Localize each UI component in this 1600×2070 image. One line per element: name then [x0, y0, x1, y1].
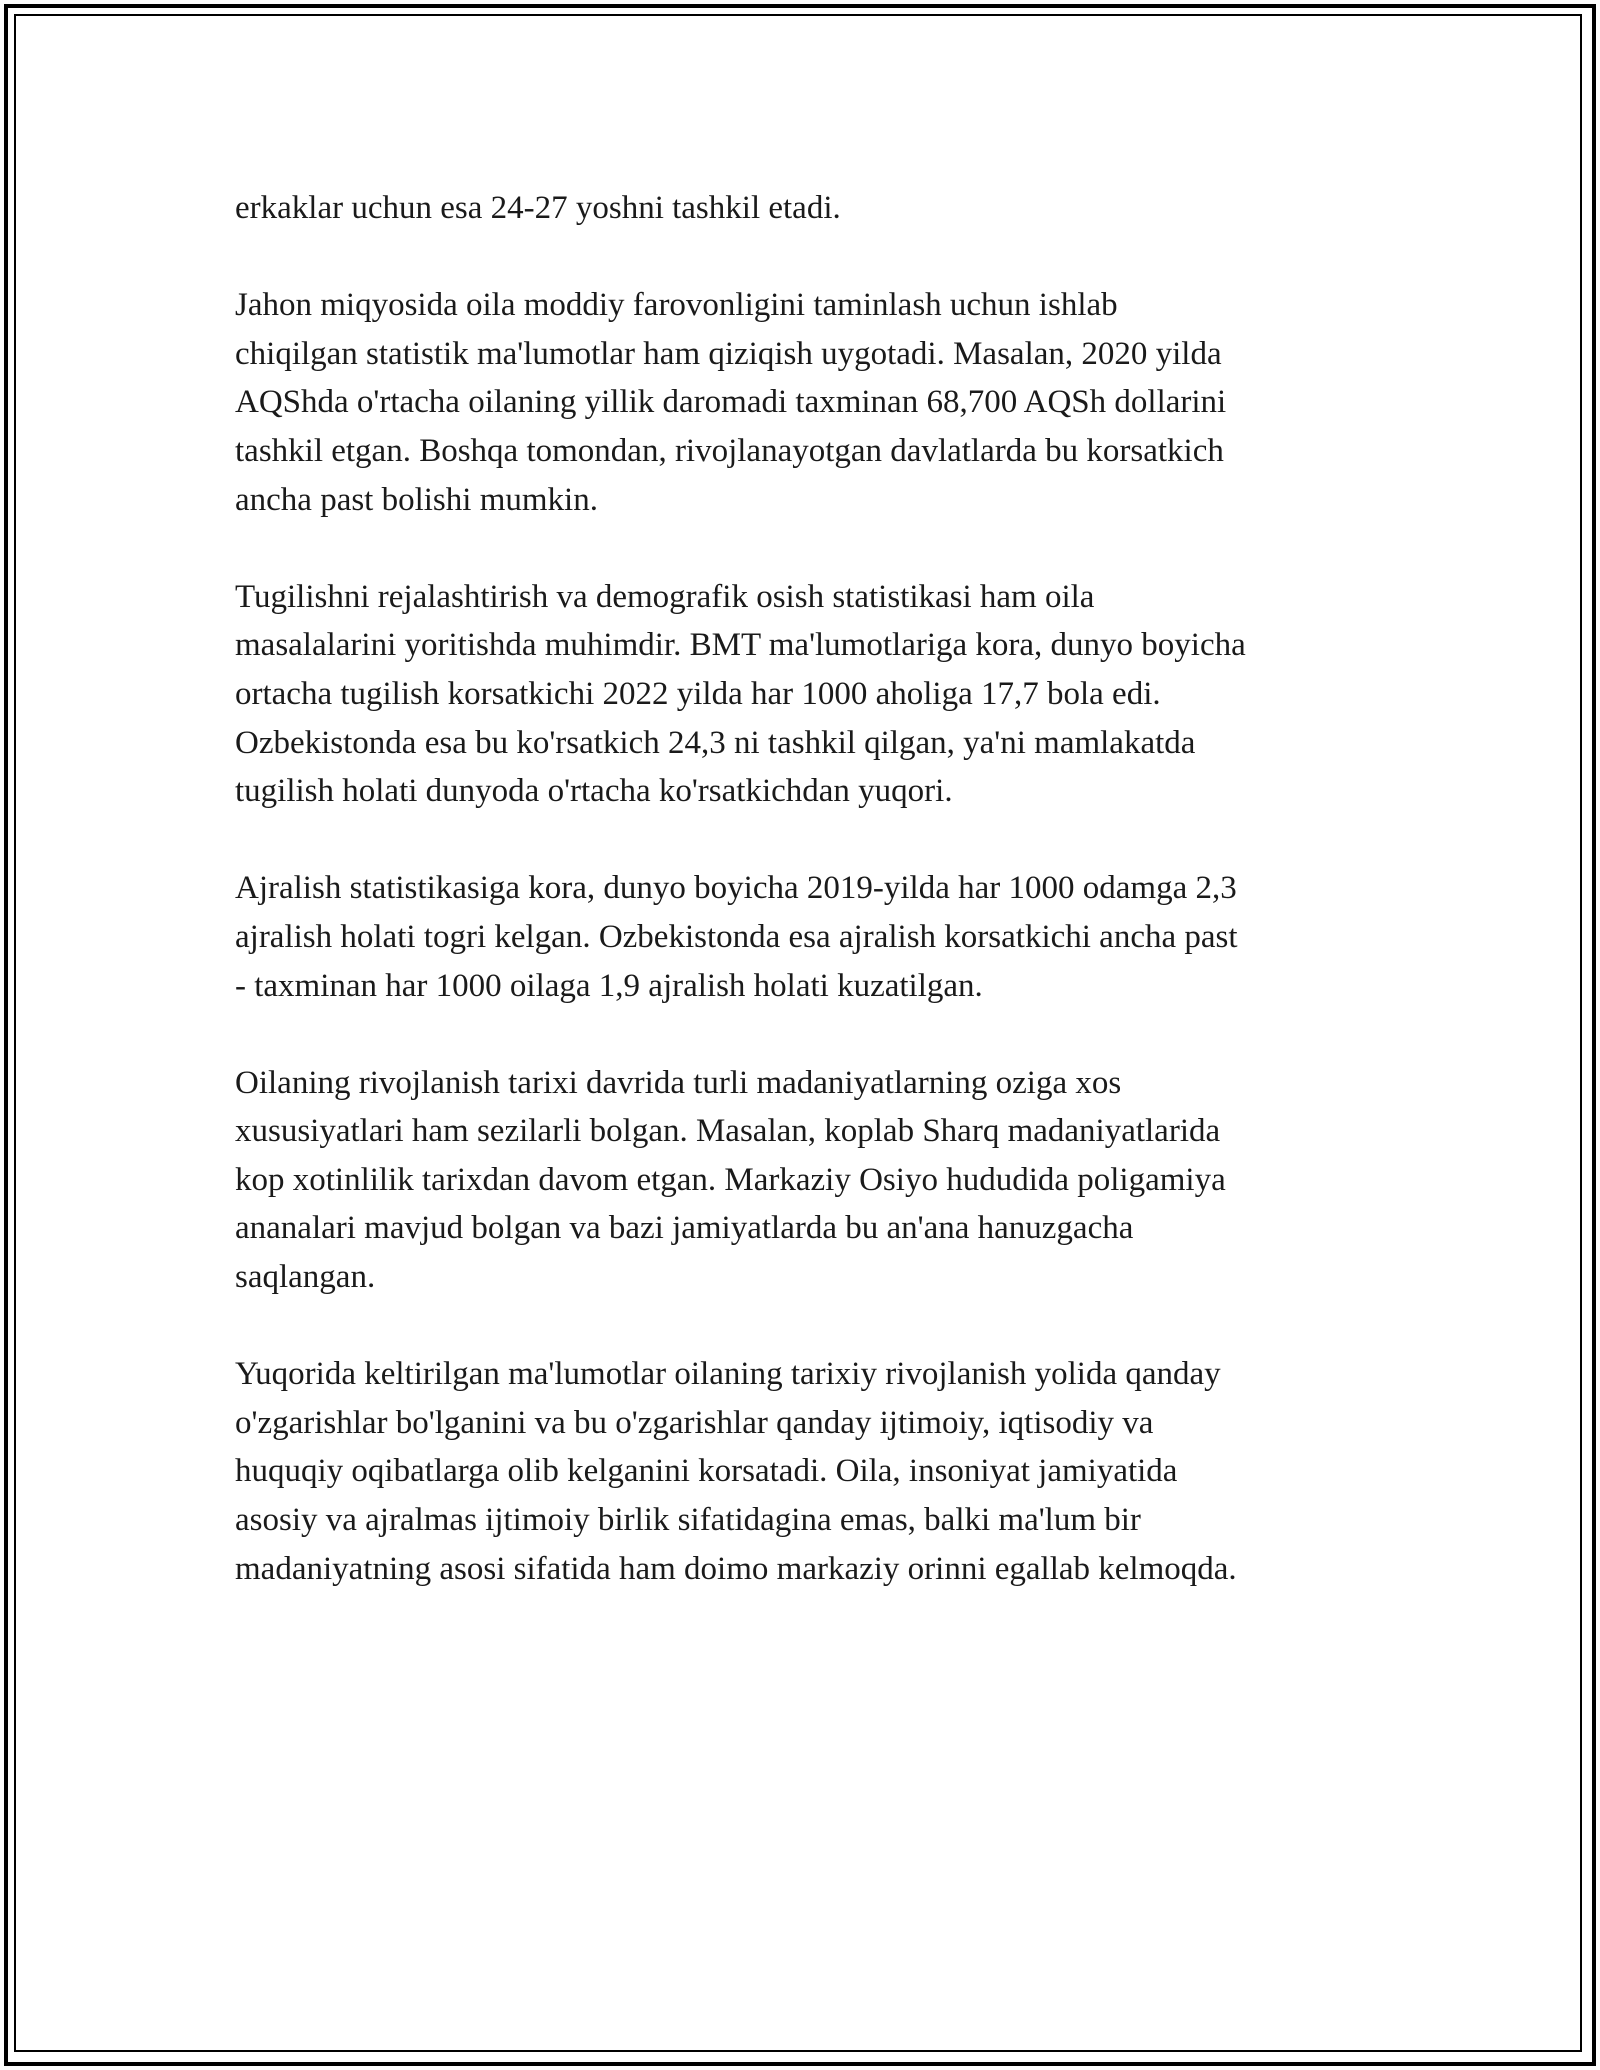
- paragraph: Tugilishni rejalashtirish va demografik osish statistikasi ham oila masalalarini yoritishda muhimdir. BMT ma'lumotlariga kora, dunyo boyicha ortacha tugilish korsatkichi 2022 yilda har 1000 aholiga 17,7 bola edi. Ozbekistonda esa bu ko'rsatkich 24,3 ni tashkil qilgan, ya'ni mamlakatda tugilish holati dunyoda o'rtacha ko'rsatkichdan yuqori.: [235, 578, 1246, 810]
- paragraph: erkaklar uchun esa 24-27 yoshni tashkil etadi.: [235, 190, 841, 226]
- paragraph: Jahon miqyosida oila moddiy farovonligini taminlash uchun ishlab chiqilgan statistik ma'lumotlar ham qiziqish uygotadi. Masalan, 2020 yilda AQShda o'rtacha oilaning yillik daromadi taxminan 68,700 AQSh dollarini tashkil etgan. Boshqa tomondan, rivojlanayotgan davlatlarda bu korsatkich ancha past bolishi mumkin.: [235, 287, 1227, 518]
- paragraph: Yuqorida keltirilgan ma'lumotlar oilaning tarixiy rivojlanish yolida qanday o'zgarishlar bo'lganini va bu o'zgarishlar qanday ijtimoiy, iqtisodiy va huquqiy oqibatlarga olib kelganini korsatadi. Oila, insoniyat jamiyatida asosiy va ajralmas ijtimoiy birlik sifatidagina emas, balki ma'lum bir madaniyatning asosi sifatida ham doimo markaziy orinni egallab kelmoqda.: [235, 1356, 1237, 1587]
- paragraph: Ajralish statistikasiga kora, dunyo boyicha 2019-yilda har 1000 odamga 2,3 ajralish holati togri kelgan. Ozbekistonda esa ajralish korsatkichi ancha past - taxminan har 1000 oilaga 1,9 ajralish holati kuzatilgan.: [235, 870, 1238, 1004]
- paragraph: Oilaning rivojlanish tarixi davrida turli madaniyatlarning oziga xos xususiyatlari ham sezilarli bolgan. Masalan, koplab Sharq madaniyatlarida kop xotinlilik tarixdan davom etgan. Markaziy Osiyo hududida poligamiya ananalari mavjud bolgan va bazi jamiyatlarda bu an'ana hanuzgacha saqlangan.: [235, 1064, 1226, 1296]
- document-body: [235, 184, 1395, 1642]
